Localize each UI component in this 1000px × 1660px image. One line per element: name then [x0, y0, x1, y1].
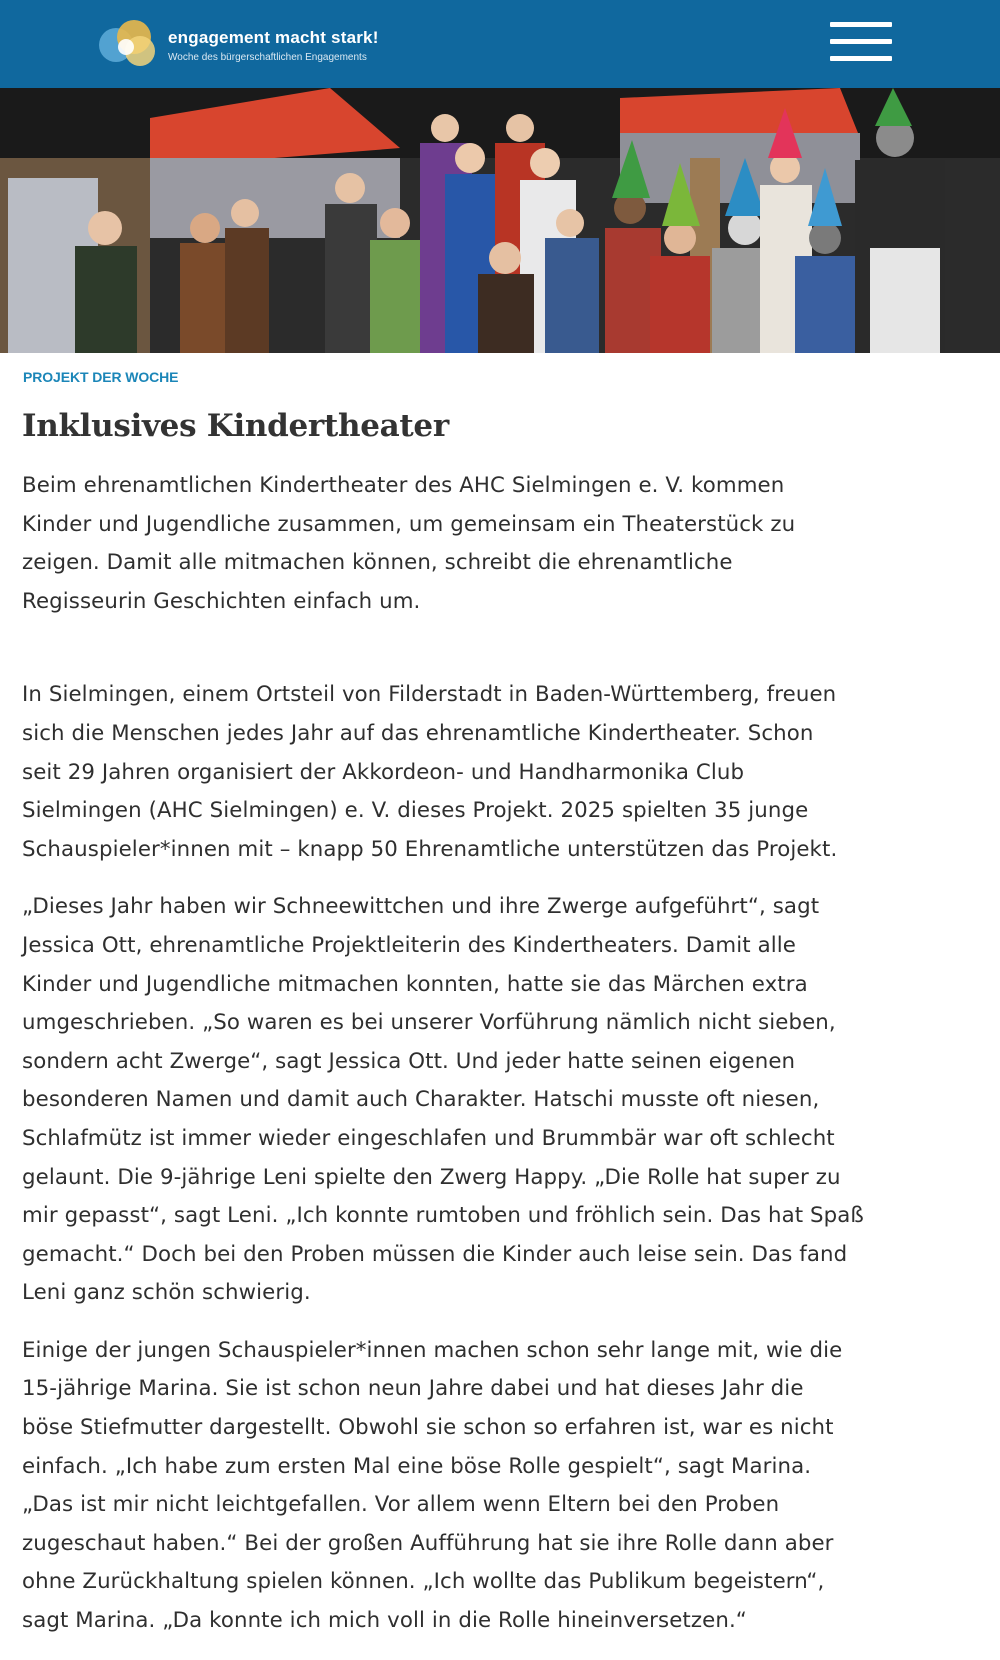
brand-title[interactable]: engagement macht stark! — [168, 28, 379, 47]
text-line: Schauspieler*innen mit – knapp 50 Ehrenamtliche unterstützen das Projekt. — [22, 836, 838, 862]
article-title: Inklusives Kindertheater — [22, 408, 449, 444]
menu-button[interactable] — [830, 22, 892, 62]
text-line: Kinder und Jugendliche mitmachen konnten, hatte sie das Märchen extra — [22, 971, 808, 997]
text-line: „Das ist mir nicht leichtgefallen. Vor allem wenn Eltern bei den Proben — [22, 1492, 780, 1518]
article-lead — [22, 467, 982, 621]
hamburger-menu-icon — [830, 22, 892, 27]
hero-image — [0, 88, 1000, 353]
text-line: Jessica Ott, ehrenamtliche Projektleiterin des Kindertheaters. Damit alle — [22, 932, 796, 958]
text-line: In Sielmingen, einem Ortsteil von Filderstadt in Baden-Württemberg, freuen — [22, 682, 837, 708]
text-line: gelaunt. Die 9-jährige Leni spielte den Zwerg Happy. „Die Rolle hat super zu — [22, 1164, 841, 1190]
text-line: einfach. „Ich habe zum ersten Mal eine böse Rolle gespielt“, sagt Marina. — [22, 1453, 812, 1479]
site-header — [0, 0, 1000, 88]
text-line: gemacht.“ Doch bei den Proben müssen die Kinder auch leise sein. Das fand — [22, 1241, 848, 1267]
text-line: sich die Menschen jedes Jahr auf das ehrenamtliche Kindertheater. Schon — [22, 720, 814, 746]
text-line: umgeschrieben. „So waren es bei unserer Vorführung nämlich nicht sieben, — [22, 1010, 836, 1036]
lead-line: Kinder und Jugendliche zusammen, um gemeinsam ein Theaterstück zu — [22, 511, 796, 537]
lead-line: Regisseurin Geschichten einfach um. — [22, 588, 421, 614]
text-line: ohne Zurückhaltung spielen können. „Ich wollte das Publikum begeistern“, — [22, 1569, 825, 1595]
article-kicker: PROJEKT DER WOCHE — [23, 369, 179, 385]
text-line: besonderen Namen und damit auch Charakter. Hatschi musste oft niesen, — [22, 1087, 820, 1113]
text-line: „Dieses Jahr haben wir Schneewittchen und ihre Zwerge aufgeführt“, sagt — [22, 894, 820, 920]
lead-line: Beim ehrenamtlichen Kindertheater des AHC Sielmingen e. V. kommen — [22, 473, 785, 498]
text-line: mir gepasst“, sagt Leni. „Ich konnte rumtoben und fröhlich sein. Das hat Spaß — [22, 1203, 864, 1229]
article-paragraph — [22, 676, 982, 869]
article-paragraph — [22, 888, 982, 1313]
hamburger-menu-icon — [830, 56, 892, 61]
article-paragraph — [22, 1332, 982, 1641]
text-line: Leni ganz schön schwierig. — [22, 1280, 311, 1306]
hamburger-menu-icon — [830, 39, 892, 44]
logo-icon[interactable] — [96, 15, 162, 69]
text-line: böse Stiefmutter dargestellt. Obwohl sie schon so erfahren ist, war es nicht — [22, 1415, 834, 1441]
text-line: Schlafmütz ist immer wieder eingeschlafen und Brummbär war oft schlecht — [22, 1125, 835, 1151]
text-line: sagt Marina. „Da konnte ich mich voll in die Rolle hineinversetzen.“ — [22, 1608, 747, 1634]
lead-line: zeigen. Damit alle mitmachen können, schreibt die ehrenamtliche — [22, 550, 733, 576]
text-line: 15-jährige Marina. Sie ist schon neun Jahre dabei und hat dieses Jahr die — [22, 1376, 804, 1402]
article-body — [22, 467, 982, 1660]
text-line: sondern acht Zwerge“, sagt Jessica Ott. Und jeder hatte seinen eigenen — [22, 1048, 796, 1074]
brand-subtitle: Woche des bürgerschaftlichen Engagements — [168, 52, 367, 63]
text-line: seit 29 Jahren organisiert der Akkordeon- und Handharmonika Club — [22, 759, 745, 785]
text-line: Einige der jungen Schauspieler*innen machen schon sehr lange mit, wie die — [22, 1337, 843, 1363]
text-line: Sielmingen (AHC Sielmingen) e. V. dieses Projekt. 2025 spielten 35 junge — [22, 798, 809, 824]
text-line: zugeschaut haben.“ Bei der großen Aufführung hat sie ihre Rolle dann aber — [22, 1530, 834, 1556]
group-photo — [0, 88, 1000, 353]
